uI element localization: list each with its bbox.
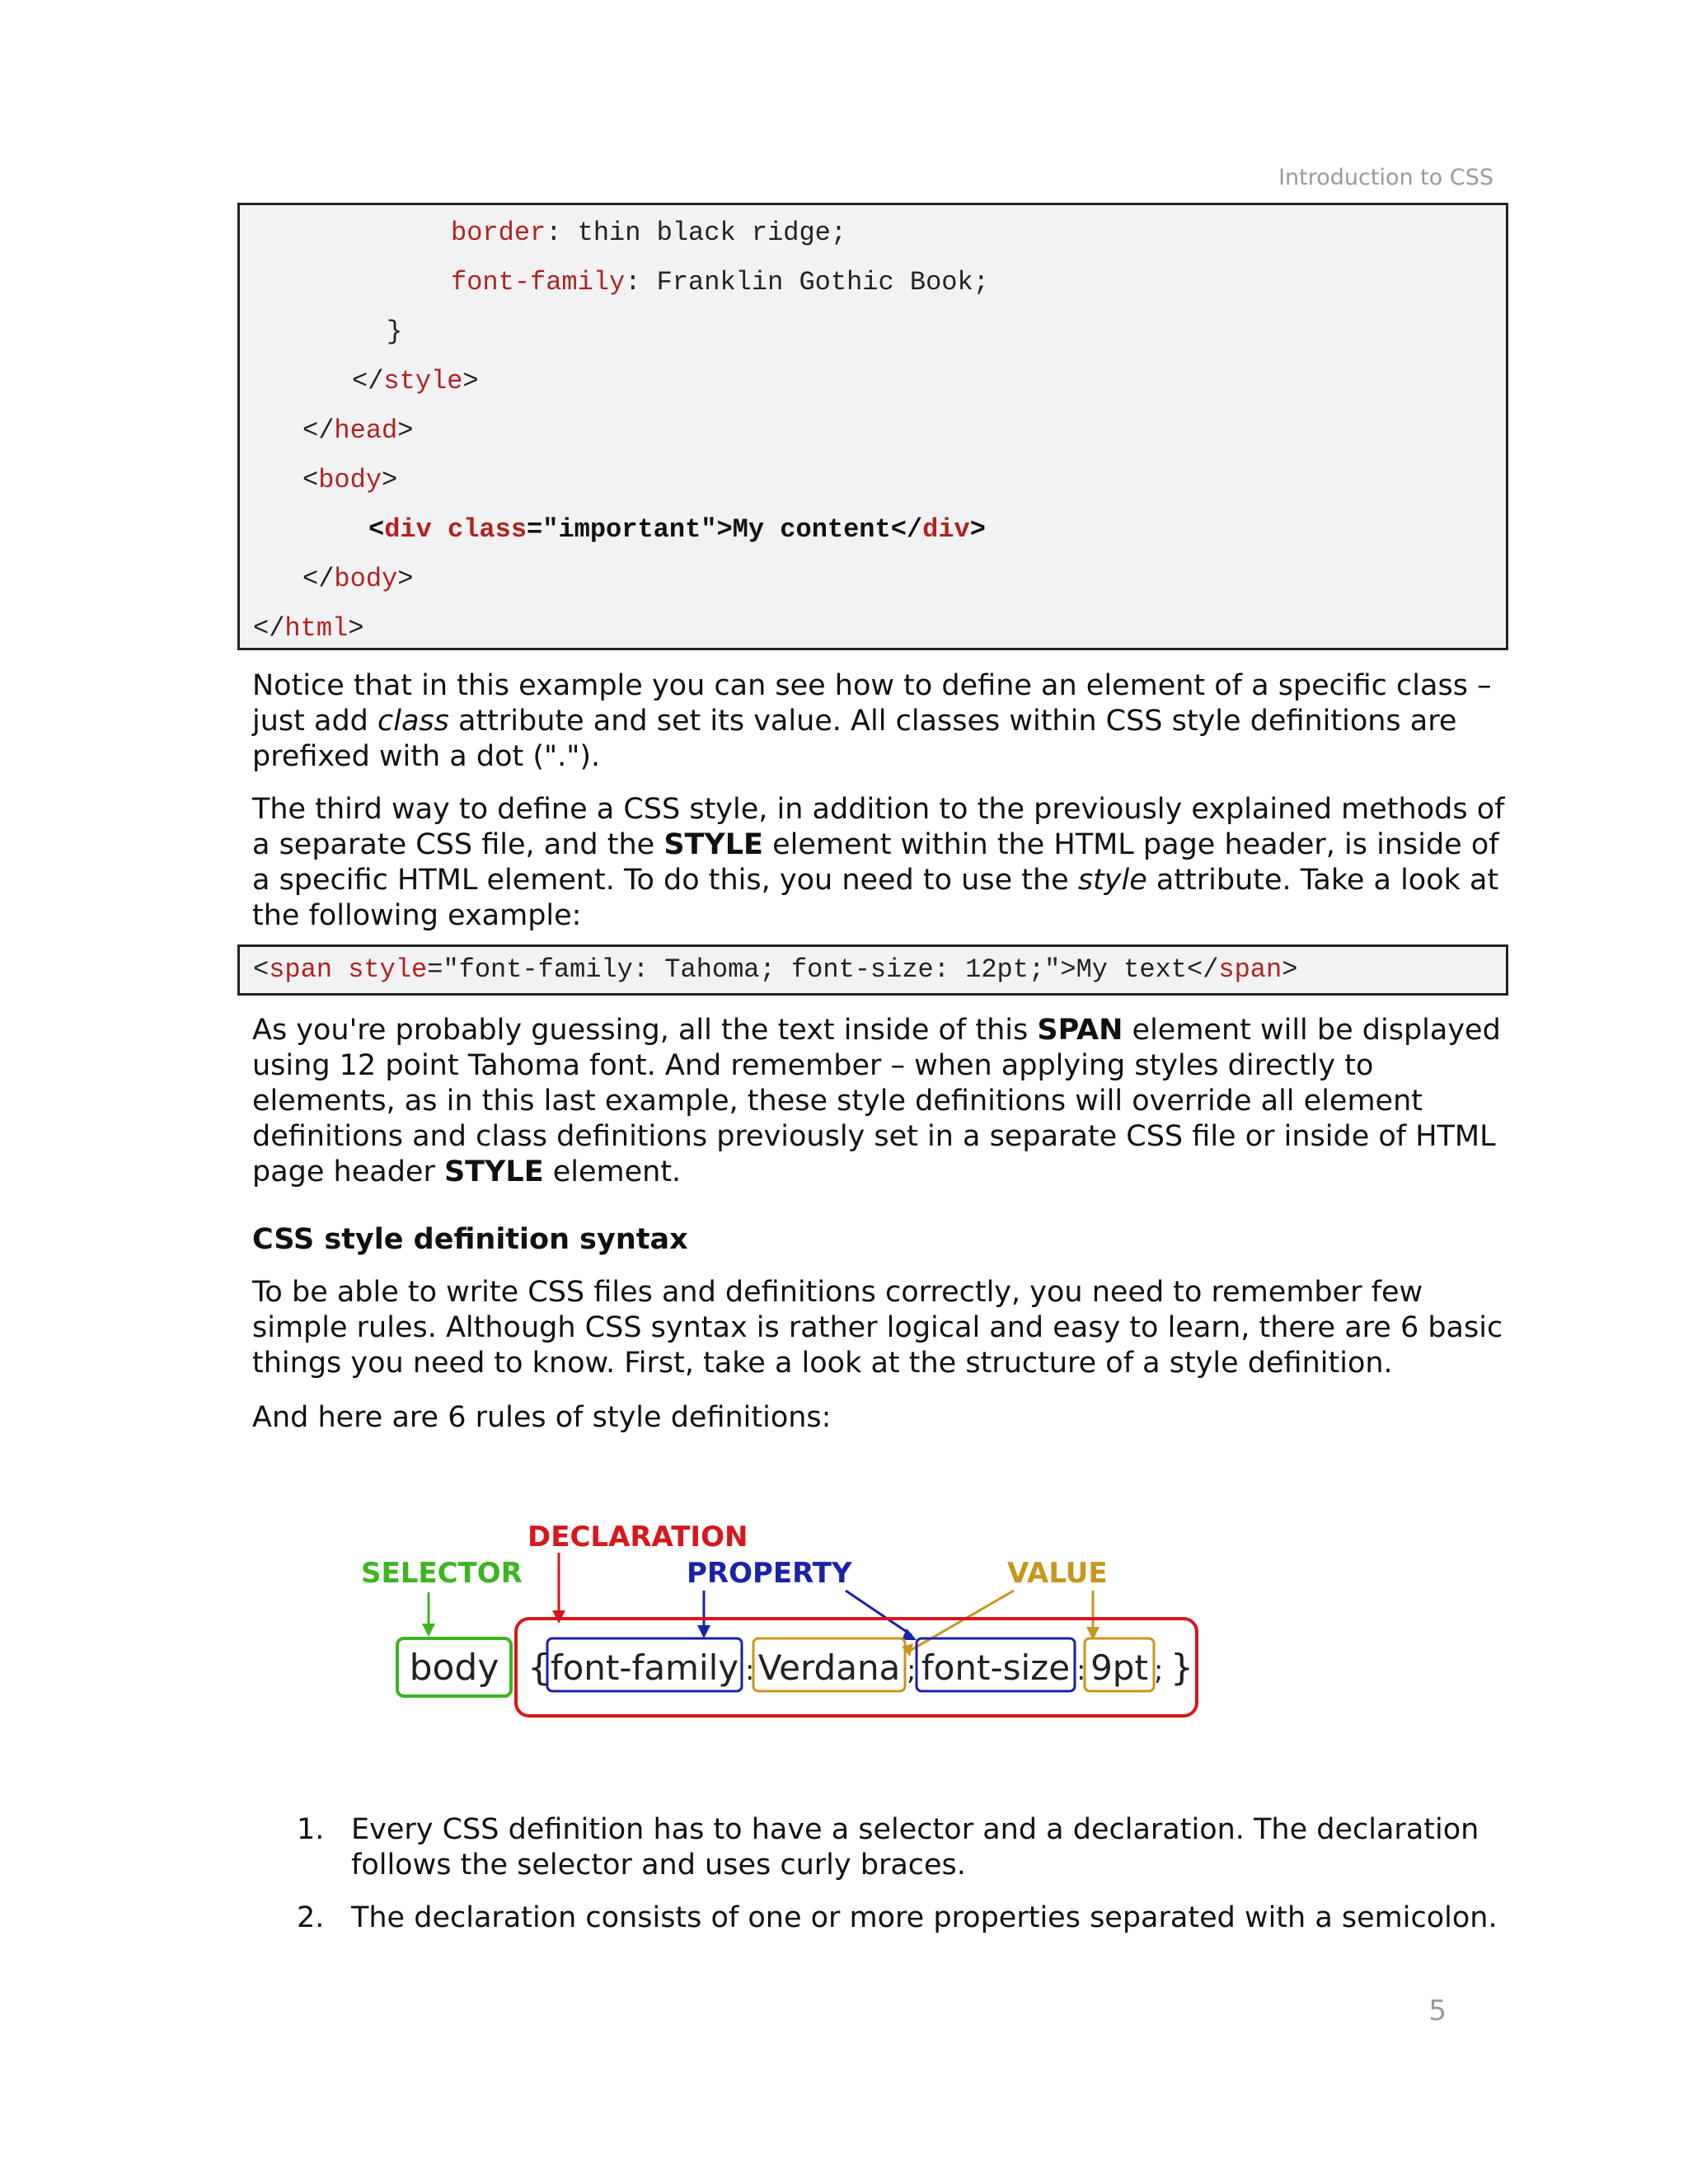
- code-line: [302, 561, 413, 598]
- code-line: [253, 611, 363, 647]
- paragraph-inline-style: [252, 792, 1505, 934]
- text-italic: class: [377, 705, 449, 738]
- code-property: border: [451, 218, 546, 248]
- code-punct: <: [253, 954, 270, 985]
- text-italic: style: [1077, 864, 1147, 897]
- code-line: [352, 363, 479, 400]
- code-line: [387, 314, 402, 350]
- list-number: 1.: [297, 1813, 325, 1846]
- code-line: [451, 215, 846, 251]
- css-syntax-diagram: [346, 1500, 1253, 1731]
- code-tag: span: [1218, 954, 1282, 985]
- code-line: [302, 462, 397, 499]
- code-attribute: class: [448, 514, 528, 545]
- code-punct: <: [368, 514, 385, 545]
- code-punct: >: [348, 613, 364, 644]
- property-arrowhead-1: [697, 1625, 710, 1638]
- text-run: The third way to define a CSS style, in addition to the previously explained methods of a separate CSS file, and the: [252, 793, 1505, 861]
- property-text-2: font-size: [921, 1647, 1071, 1688]
- code-punct: >: [397, 564, 414, 594]
- value-text-2: 9pt: [1090, 1647, 1148, 1688]
- text-run: attribute and set its value. All classes within CSS style definitions are prefixed with a dot (".").: [252, 705, 1457, 773]
- code-line-highlighted: [368, 512, 986, 548]
- code-space: [432, 514, 448, 545]
- code-tag: body: [318, 465, 382, 495]
- text-bold: SPAN: [1037, 1014, 1123, 1047]
- brace-open: {: [528, 1647, 551, 1689]
- code-punct: </: [302, 564, 335, 594]
- code-tag: div: [384, 514, 432, 545]
- text-run: element will be displayed using 12 point Tahoma font. And remember – when applying styles directly to elements, as in this last example, these style definitions will override all element definitions and class definitions previously set in a separate CSS file or inside of HTML page header: [252, 1014, 1501, 1188]
- paragraph-class-explanation: [252, 668, 1505, 775]
- code-property: font-family: [451, 267, 626, 298]
- code-space: [332, 954, 348, 985]
- running-header: Introduction to CSS: [1278, 165, 1493, 190]
- selector-label: SELECTOR: [361, 1557, 523, 1590]
- property-text-1: font-family: [550, 1647, 739, 1688]
- brace-close: }: [1170, 1647, 1193, 1689]
- code-attribute: style: [348, 954, 428, 985]
- value-arrow-1: [908, 1591, 1014, 1652]
- paragraph-rules-intro: And here are 6 rules of style definitions:: [252, 1401, 832, 1434]
- code-tag: div: [922, 514, 970, 545]
- list-text: The declaration consists of one or more properties separated with a semicolon.: [351, 1901, 1498, 1934]
- code-punct: >: [397, 415, 414, 446]
- code-punct: <: [302, 465, 319, 495]
- colon-1: :: [745, 1654, 755, 1687]
- text-bold: STYLE: [443, 1155, 544, 1188]
- text-run: As you're probably guessing, all the text inside of this: [252, 1014, 1038, 1047]
- code-punct: >: [462, 366, 479, 396]
- text-run: element within the HTML page header, is inside of a specific HTML element. To do this, you need to use the: [252, 828, 1499, 897]
- text-run: attribute. Take a look at the following example:: [252, 864, 1499, 932]
- code-punct: >: [382, 465, 398, 495]
- code-punct: >: [1282, 954, 1298, 985]
- property-label: PROPERTY: [687, 1557, 852, 1590]
- code-line: [451, 265, 989, 301]
- declaration-label: DECLARATION: [528, 1521, 748, 1554]
- code-value: ="font-family: Tahoma; font-size: 12pt;">My text</: [427, 954, 1219, 985]
- code-tag: head: [334, 415, 398, 446]
- code-tag: html: [284, 613, 349, 644]
- code-punct: </: [352, 366, 384, 396]
- section-heading: CSS style definition syntax: [252, 1223, 688, 1256]
- value-label: VALUE: [1007, 1557, 1108, 1590]
- code-punct: >: [969, 514, 986, 545]
- code-tag: body: [334, 564, 398, 594]
- semicolon-1: ;: [907, 1654, 917, 1687]
- code-tag: style: [383, 366, 463, 396]
- code-tag: span: [269, 954, 333, 985]
- page-number: 5: [1428, 1994, 1447, 2027]
- code-brace: }: [387, 316, 403, 347]
- code-value: : Franklin Gothic Book;: [625, 267, 989, 298]
- property-arrow-2: [846, 1591, 912, 1635]
- text-bold: STYLE: [663, 828, 763, 861]
- code-value: : thin black ridge;: [546, 218, 847, 248]
- text-run: element.: [543, 1155, 682, 1188]
- list-number: 2.: [297, 1901, 325, 1934]
- colon-2: :: [1076, 1654, 1086, 1687]
- code-block-span-example: [237, 944, 1508, 996]
- selector-text: body: [409, 1647, 499, 1689]
- selector-arrowhead: [422, 1624, 435, 1637]
- value-text-1: Verdana: [757, 1647, 901, 1688]
- code-line: [302, 413, 413, 449]
- code-line: [253, 952, 1297, 988]
- paragraph-syntax-intro: To be able to write CSS files and definitions correctly, you need to remember few simple rules. Although CSS syntax is rather logical and easy to learn, there are 6 basic things you need to know. First, take a look at the structure of a style definition.: [252, 1276, 1503, 1380]
- code-punct: </: [302, 415, 335, 446]
- text-run: Notice that in this example you can see how to define an element of a specific class – just add: [252, 669, 1492, 738]
- code-punct: </: [253, 613, 285, 644]
- code-value: ="important">My content</: [527, 514, 923, 545]
- list-text: Every CSS definition has to have a selector and a declaration. The declaration follows the selector and uses curly braces.: [351, 1813, 1479, 1882]
- semicolon-2: ;: [1154, 1654, 1164, 1687]
- code-block-html-example: [237, 203, 1508, 650]
- paragraph-span-explanation: [252, 1013, 1505, 1190]
